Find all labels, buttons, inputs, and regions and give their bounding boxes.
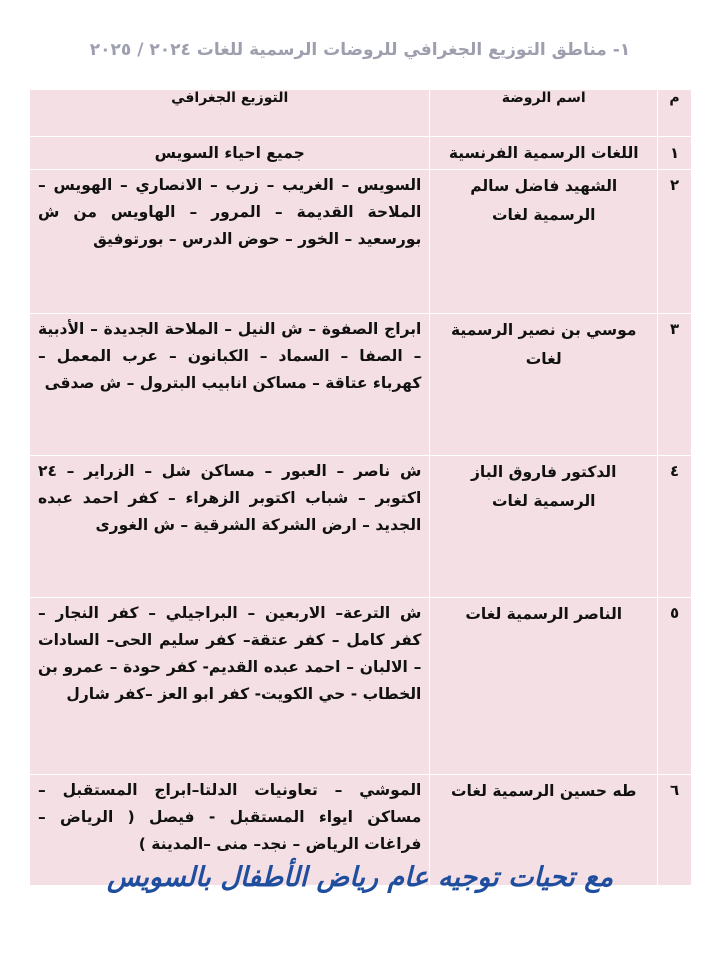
row-number: ١ bbox=[658, 137, 692, 170]
table-row bbox=[30, 170, 692, 314]
kindergarten-name: الناصر الرسمية لغات bbox=[430, 598, 658, 775]
row-number: ٥ bbox=[658, 598, 692, 775]
header-number: م bbox=[658, 90, 692, 137]
geographic-areas: ش الترعة– الاربعين – البراجيلي – كفر النجار – كفر كامل – كفر عتقة– كفر سليم الحى– السادات – الالبان – احمد عبده القديم- كفر حودة – عمرو بن الخطاب - حي الكويت- كفر ابو العز –كفر شارل bbox=[30, 598, 430, 775]
header-kindergarten-name: اسم الروضة bbox=[430, 90, 658, 137]
kindergarten-name: موسي بن نصير الرسمية لغات bbox=[430, 314, 658, 456]
header-geographic-distribution: التوزيع الجغرافي bbox=[30, 90, 430, 137]
table-row bbox=[30, 314, 692, 456]
geographic-areas: ابراج الصفوة – ش النيل – الملاحة الجديدة – الأدبية – الصفا – السماد – الكبانون – عرب المعمل – كهرباء عتاقة – مساكن انابيب البترول – ش صدقى bbox=[30, 314, 430, 456]
row-number: ٢ bbox=[658, 170, 692, 314]
kindergarten-name: طه حسين الرسمية لغات bbox=[430, 775, 658, 886]
row-number: ٦ bbox=[658, 775, 692, 886]
distribution-table bbox=[29, 89, 692, 886]
table-row bbox=[30, 456, 692, 598]
table-row bbox=[30, 598, 692, 775]
footer-signature: مع تحيات توجيه عام رياض الأطفال بالسويس bbox=[106, 862, 614, 893]
kindergarten-name: الشهيد فاضل سالم الرسمية لغات bbox=[430, 170, 658, 314]
geographic-areas: السويس – الغريب – زرب – الانصاري – الهويس – الملاحة القديمة – المرور – الهاويس من ش بورسعيد – الخور – حوض الدرس – بورتوفيق bbox=[30, 170, 430, 314]
geographic-areas: ش ناصر – العبور – مساكن شل – الزراير – ٢٤ اكتوبر – شباب اكتوبر الزهراء – كفر احمد عبده الجديد – ارض الشركة الشرقية – ش الغورى bbox=[30, 456, 430, 598]
table-row bbox=[30, 137, 692, 170]
row-number: ٣ bbox=[658, 314, 692, 456]
page-title: ١- مناطق التوزيع الجغرافي للروضات الرسمية للغات ٢٠٢٤ / ٢٠٢٥ bbox=[89, 40, 631, 60]
geographic-areas: جميع احياء السويس bbox=[30, 137, 430, 170]
geographic-areas: الموشي – تعاونيات الدلتا–ابراج المستقبل – مساكن ايواء المستقبل - فيصل ( الرياض – فراغات الرياض – نجد– منى –المدينة ) bbox=[30, 775, 430, 886]
row-number: ٤ bbox=[658, 456, 692, 598]
kindergarten-name: اللغات الرسمية الفرنسية bbox=[430, 137, 658, 170]
table-header-row bbox=[30, 90, 692, 137]
kindergarten-name: الدكتور فاروق الباز الرسمية لغات bbox=[430, 456, 658, 598]
